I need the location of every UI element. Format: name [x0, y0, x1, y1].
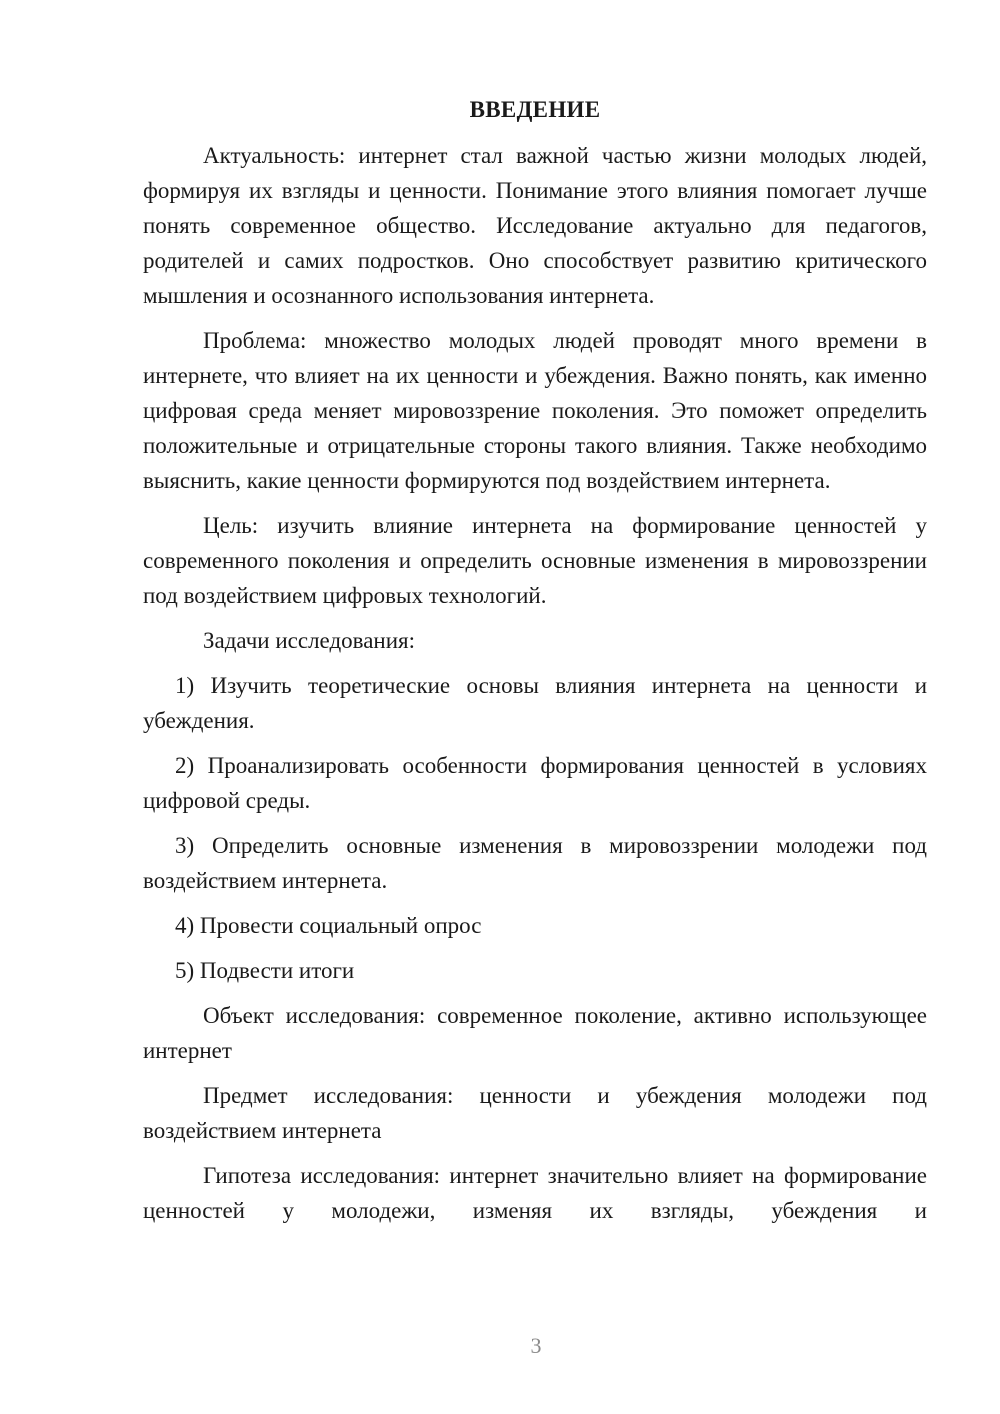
page-number: 3 [530, 1333, 542, 1358]
task-item-2: 2) Проанализировать особенности формирования ценностей в условиях цифровой среды. [143, 753, 927, 813]
section-title: ВВЕДЕНИЕ [469, 97, 601, 122]
task-item-4: 4) Провести социальный опрос [175, 913, 482, 938]
page-content [143, 92, 927, 1238]
task-item-5: 5) Подвести итоги [175, 958, 355, 983]
object-paragraph: Объект исследования: современное поколение, активно использующее интернет [143, 1003, 927, 1063]
relevance-paragraph: Актуальность: интернет стал важной частью жизни молодых людей, формируя их взгляды и ценности. Понимание этого влияния помогает лучше понять современное общество. Исследование актуально для педагогов, родителей и самих подростков. Оно способствует развитию критического мышления и осознанного использования интернета. [143, 143, 927, 308]
task-item-3: 3) Определить основные изменения в мировоззрении молодежи под воздействием интернета. [143, 833, 927, 893]
goal-paragraph: Цель: изучить влияние интернета на формирование ценностей у современного поколения и определить основные изменения в мировоззрении под воздействием цифровых технологий. [143, 513, 927, 608]
hypothesis-paragraph: Гипотеза исследования: интернет значительно влияет на формирование ценностей у молодежи, изменяя их взгляды, убеждения и [143, 1163, 927, 1223]
problem-paragraph: Проблема: множество молодых людей проводят много времени в интернете, что влияет на их ценности и убеждения. Важно понять, как именно цифровая среда меняет мировоззрение поколения. Это поможет определить положительные и отрицательные стороны такого влияния. Также необходимо выяснить, какие ценности формируются под воздействием интернета. [143, 328, 927, 493]
subject-paragraph: Предмет исследования: ценности и убеждения молодежи под воздействием интернета [143, 1083, 927, 1143]
task-item-1: 1) Изучить теоретические основы влияния интернета на ценности и убеждения. [143, 673, 927, 733]
tasks-heading: Задачи исследования: [203, 628, 416, 653]
